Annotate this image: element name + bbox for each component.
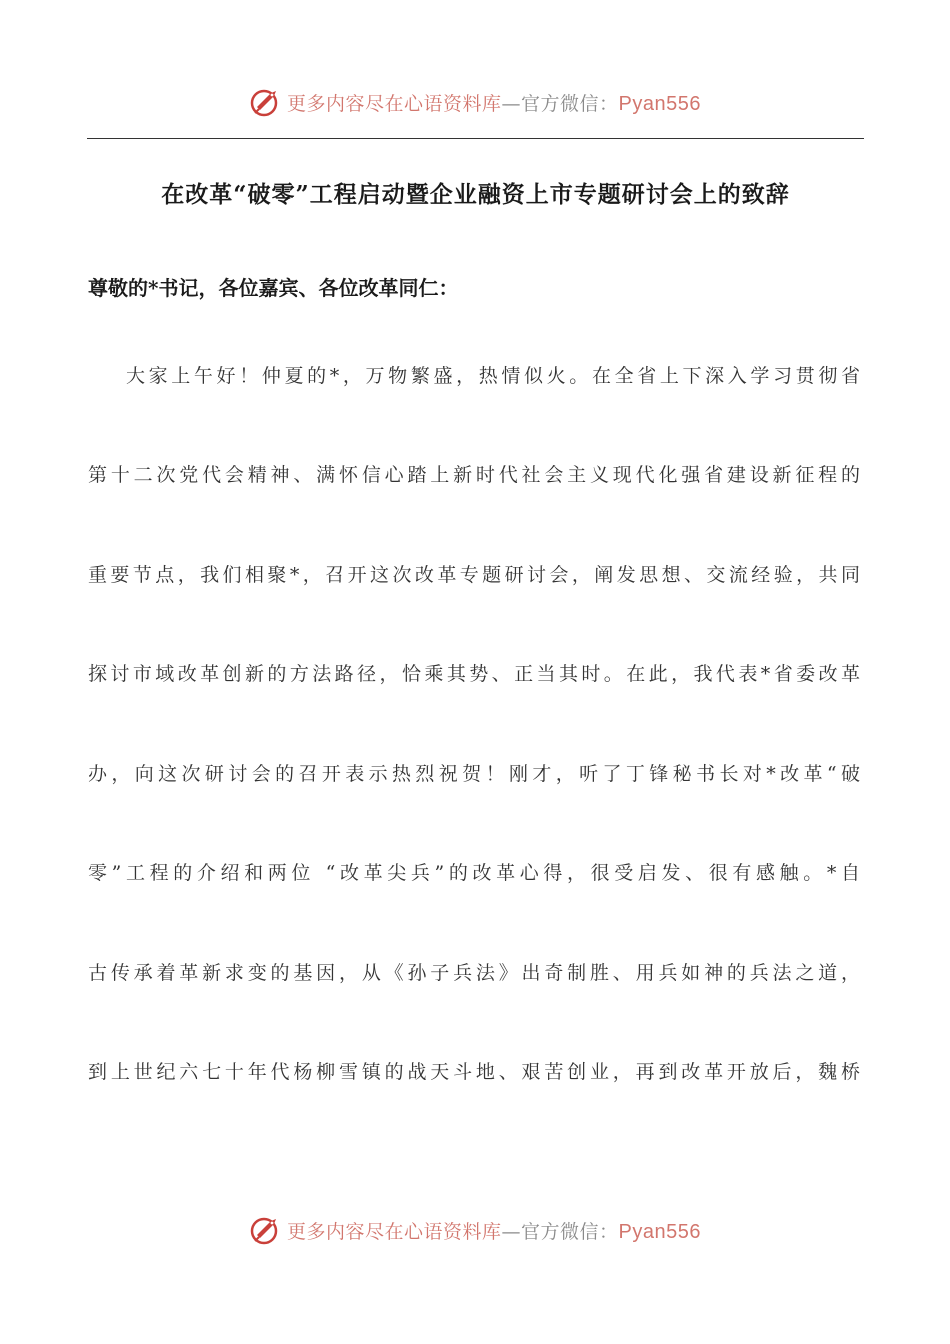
pen-nib-logo-icon bbox=[249, 1213, 283, 1247]
header-divider bbox=[87, 138, 864, 139]
header-wechat-id: Pyan556 bbox=[618, 92, 701, 115]
footer-promo-text bbox=[287, 1217, 701, 1244]
body-line-4: 探讨市域改革创新的方法路径，恰乘其势、正当其时。在此，我代表*省委改革 bbox=[88, 663, 860, 685]
salutation: 尊敬的*书记，各位嘉宾、各位改革同仁： bbox=[88, 276, 459, 300]
header-banner bbox=[0, 80, 950, 124]
document-title: 在改革“破零”工程启动暨企业融资上市专题研讨会上的致辞 bbox=[161, 181, 790, 208]
footer-promo-gray: —官方微信： bbox=[501, 1220, 619, 1243]
body-line-6: 零”工程的介绍和两位 “改革尖兵”的改革心得，很受启发、很有感触。*自 bbox=[88, 862, 860, 884]
header-promo-gray: —官方微信： bbox=[501, 92, 619, 115]
body-line-7: 古传承着革新求变的基因，从《孙子兵法》出奇制胜、用兵如神的兵法之道， bbox=[88, 962, 860, 984]
footer-banner bbox=[0, 1208, 950, 1252]
footer-promo-red: 更多内容尽在心语资料库 bbox=[287, 1220, 502, 1243]
body-line-5: 办，向这次研讨会的召开表示热烈祝贺！刚才，听了丁锋秘书长对*改革“破 bbox=[88, 763, 860, 785]
body-line-1: 大家上午好！仲夏的*，万物繁盛，热情似火。在全省上下深入学习贯彻省 bbox=[126, 365, 860, 387]
header-promo-text bbox=[287, 89, 701, 116]
body-line-8: 到上世纪六七十年代杨柳雪镇的战天斗地、艰苦创业，再到改革开放后，魏桥 bbox=[88, 1061, 860, 1083]
body-line-2: 第十二次党代会精神、满怀信心踏上新时代社会主义现代化强省建设新征程的 bbox=[88, 464, 860, 486]
footer-wechat-id: Pyan556 bbox=[618, 1220, 701, 1243]
header-promo-red: 更多内容尽在心语资料库 bbox=[287, 92, 502, 115]
pen-nib-logo-icon bbox=[249, 85, 283, 119]
body-line-3: 重要节点，我们相聚*，召开这次改革专题研讨会，阐发思想、交流经验，共同 bbox=[88, 564, 860, 586]
